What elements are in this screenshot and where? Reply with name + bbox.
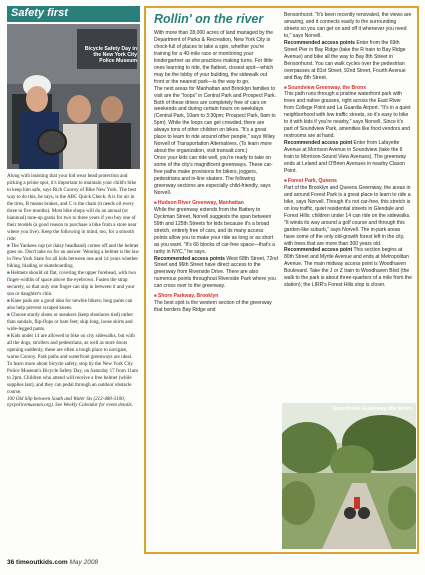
- safety-bullet: ■ Knee pads are a good idea for newbie bikers; long pants can also help prevent scraped knees.: [7, 298, 140, 312]
- safety-bullet: ■ Helmets should sit flat, covering the upper forehead, with two finger-widths of space above the eyebrows. Fasten the strap securely, so that only one finger can slip in between it and your son or daughter's chin.: [7, 270, 140, 298]
- access-text: This section begins at 80th Street and Myrtle Avenue and ends at Metropolitan Avenue. The main midway access point is Woodhaven Boulevard. Take the J or Z train to Woodhaven Blvd (the walk to the park is about three-quarters of a mile from the station); the LIRR's Forest Hills stop is closer.: [284, 247, 412, 289]
- safety-bullet: ■ Choose sturdy shoes or sneakers (keep shoelaces tied) rather than sandals, flip-flops or bare feet; skip long, loose skirts and wide-legged pants.: [7, 312, 140, 333]
- access-label: Recommended access point: [284, 140, 353, 147]
- article-title: Rollin' on the river: [154, 12, 264, 26]
- safety-bullet: ■ Kids under 14 are allowed to bike on city sidewalks, but with all the dogs, strollers and pedestrians, as well as store doors opening suddenly, these are often a tough place to navigate, warns Conroy. Park paths and waterfront greenways are ideal.: [7, 333, 140, 361]
- access-label: Recommended access points: [284, 39, 355, 46]
- safety-header-bar: [7, 6, 140, 22]
- access-points-shore: [284, 40, 412, 82]
- access-label: Recommended access points: [154, 255, 225, 262]
- access-points-forest: [284, 247, 412, 289]
- article-paragraph: Once your kids can ride well, you're ready to take on some of the city's magnificent greenways. These car-free paths make provisions for bikers, joggers, pedestrians and in-line skaters. The following greenway sections are especially child-friendly, says Norvell.: [154, 155, 273, 196]
- article-paragraph: While the greenway extends from the Battery to Dyckman Street, Norvell suggests the span between 59th and 125th Streets for kids because it's a broad stretch, entirely free of cars, and its many access points allow you to make your ride as long or as short as you want. "It's 66 blocks of car-free space—that's a rarity in NYC," he says.: [154, 206, 275, 255]
- access-text: West 68th Street, 72nd Street and 96th Street have direct access to the greenway from Riverside Drive. There are also numerous points throughout Riverside Park where you can cross over to the greenway.: [154, 255, 278, 290]
- footer-site: timeoutkids.com: [16, 559, 68, 566]
- access-points-hudson: [154, 256, 278, 291]
- access-text: Enter from Lafayette Avenue at Morrison Avenue in Soundview (take the 6 train to Morrison-Sound View Avenues). The greenway ends at Leland and O'Brien Avenues in nearby Clason Point.: [284, 140, 407, 174]
- safety-title: Safety first: [11, 7, 68, 19]
- page-footer: [7, 559, 98, 566]
- subhead-soundview: ■ Soundview Greenway, the Bronx: [284, 85, 412, 92]
- footer-date: May 2008: [69, 559, 99, 566]
- safety-sidebar: [7, 6, 140, 554]
- access-label: Recommended access point: [284, 247, 353, 254]
- safety-photo-caption: Bicycle Safety Day in the New York City Police Museum: [84, 46, 137, 65]
- article-paragraph: Part of the Brooklyn and Queens Greenway, the areas in and around Forest Park is a great place to learn to ride a bike, says Norvell. Though it's not car-free, this stretch is on low traffic, quiet residential streets in Glendale and Forest Hills; children under 14 can ride on the sidewalks. "It winds its way around a golf course and through this garden-like suburb," says Norvell. The in-park areas have some of the only old-growth forest left in the city, with trees that are more than 300 years old.: [284, 184, 411, 247]
- article-paragraph: Bensonhurst. "It's been recently renovated, the views are amazing, and it connects easily to the surrounding streets so you can get on and off it whenever you need to," says Norvell.: [284, 12, 412, 39]
- soundview-photo-caption: Soundview Greenway, the Bronx: [332, 406, 413, 412]
- safety-bullet: ■ The Yankees cap (or daisy headband) comes off and the helmet goes on. Don't take no for an answer. Wearing a helmet is the law in New York State for all kids between one and 14 years whether biking, blading or skateboarding.: [7, 243, 140, 271]
- greenway-photo: [282, 403, 416, 549]
- article-paragraph: The next areas for Manhattan and Brooklyn families to visit are the "loops" in Central Park and Prospect Park. Both of these drives are completely free of cars on weekends and during certain hours on weekdays (Central Park, 10am to 3:30pm; Prospect Park, 9am to 5pm). While the loops can get crowded, there are always tons of other children on bikes. "It's a great place to learn to ride around other people," says Wiley Norvell of Transportation Alternatives. (To learn more about the organization, visit transalt.com.): [154, 85, 276, 155]
- page-number: 36: [7, 559, 15, 566]
- access-points-soundview: [284, 140, 412, 175]
- article-column-right: [284, 12, 412, 289]
- subhead-hudson: ■ Hudson River Greenway, Manhattan: [154, 200, 278, 207]
- safety-event-details: 100 Old Slip between South and Water Sts (212-480-3100, nycpolicemuseum.org). See Weekly Calendar for event details.: [7, 395, 133, 409]
- safety-body: [7, 173, 140, 409]
- subhead-forest: ■ Forest Park, Queens: [284, 178, 412, 185]
- safety-paragraph: To learn more about bicycle safety, stop by the New York City Police Museum's Bicycle Safety Day, on Saturday 17 from 11am to 2pm. Children who attend will receive a free helmet (while supplies last), and they can pedal through an outdoor obstacle course.: [7, 360, 139, 395]
- safety-photo: [7, 24, 140, 169]
- article-column-left: [154, 30, 278, 314]
- soundview-photo: [282, 403, 416, 549]
- article-paragraph: The best spot is the western section of the greenway that borders Bay Ridge and: [154, 300, 272, 314]
- article-paragraph: This path runs through a pristine waterfront park with trees and native grasses, right across the East River from College Point and La Guardia Airport. "It's in a quiet neighborhood with low traffic streets, so it's easy to bike to it with kids if you're nearby," says Norvell. Since it's part of Soundview Park, amenities like food vendors and restrooms are at hand.: [284, 91, 411, 140]
- access-text: Enter from the 69th Street Pier in Bay Ridge (take the R train to Bay Ridge Avenue) and bike all the way to Bay 8th Street in Bensonhurst. You can walk cycles over the pedestrian overpasses at 81st Street, 92nd Street, Fourth Avenue and Bay 8th Street.: [284, 39, 406, 81]
- subhead-shore: ■ Shore Parkway, Brooklyn: [154, 293, 278, 300]
- safety-paragraph: Along with insisting that your kid wear head protection and picking a prime spot, it's important to maintain your child's bike to keep him safe, says Rich Conroy of Bike New York. The best way to do this, he says, is the ABC Quick Check: A is for air in the tires, B means brakes, and C is the chain (it needs oil every three to five months). Most bike shops will do an annual (or biannual) tune-up gratis for two to three years if you buy one of their models (a good reason to purchase a bike from a store near where you live). Keep the following in mind, too, for a smooth ride:: [7, 173, 137, 242]
- river-article: [144, 6, 419, 554]
- article-paragraph: With more than 28,000 acres of land managed by the Department of Parks & Recreation, New York City is chock-full of places to take a spin, whether you're training for a 40-mile race or monitoring your kindergartner as she practices making turns. For little ones learning to ride, the flattest, closest spot—which may be the lobby of your building, the sidewalk out front or the nearest park—is the way to go.: [154, 30, 274, 85]
